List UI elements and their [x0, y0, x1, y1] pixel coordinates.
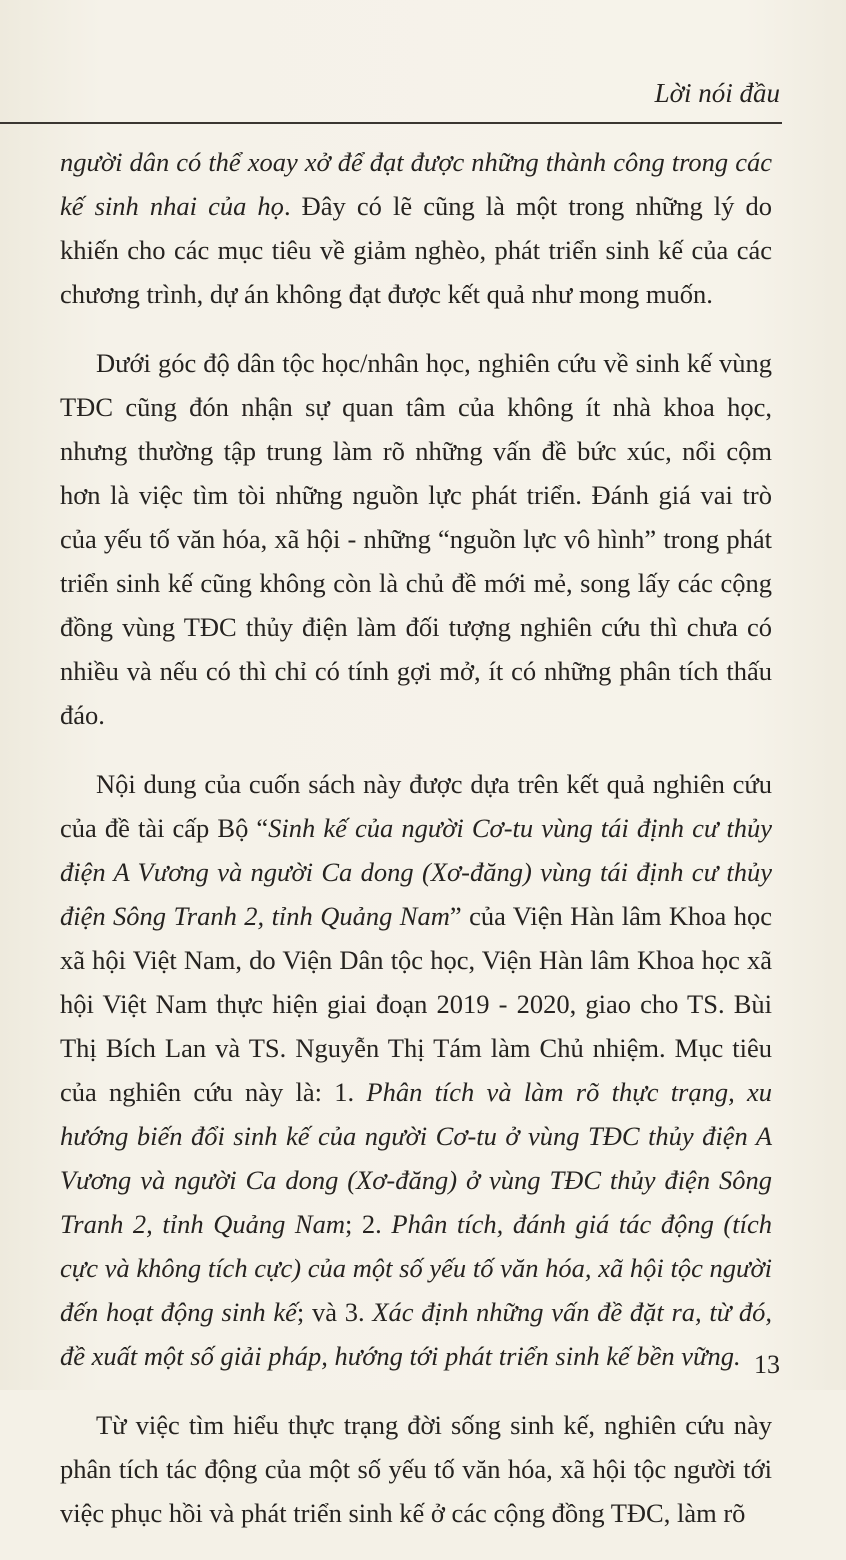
paragraph-2	[60, 341, 772, 737]
text-italic: người dân có thể xoay xở để đạt được những thành công trong các kế sinh nhai của họ	[60, 147, 772, 221]
running-header: Lời nói đầu	[654, 78, 780, 108]
text: ; 2.	[344, 1209, 392, 1239]
text-italic: Phân tích, đánh giá tác động (tích cực và không tích cực) của một số yếu tố văn hóa, xã hội tộc người đến hoạt động sinh kế	[60, 1209, 772, 1327]
paragraph-4	[60, 1403, 772, 1535]
text: Từ việc tìm hiểu thực trạng đời sống sinh kế, nghiên cứu này phân tích tác động của một số yếu tố văn hóa, xã hội tộc người tới việc phục hồi và phát triển sinh kế ở các cộng đồng TĐC, làm rõ	[60, 1410, 772, 1528]
text: Dưới góc độ dân tộc học/nhân học, nghiên cứu về sinh kế vùng TĐC cũng đón nhận sự quan tâm của không ít nhà khoa học, nhưng thường tập trung làm rõ những vấn đề bức xúc, nổi cộm hơn là việc tìm tòi những nguồn lực phát triển. Đánh giá vai trò của yếu tố văn hóa, xã hội - những “nguồn lực vô hình” trong phát triển sinh kế cũng không còn là chủ đề mới mẻ, song lấy các cộng đồng vùng TĐC thủy điện làm đối tượng nghiên cứu thì chưa có nhiều và nếu có thì chỉ có tính gợi mở, ít có những phân tích thấu đáo.	[60, 348, 772, 730]
text: ” của Viện Hàn lâm Khoa học xã hội Việt Nam, do Viện Dân tộc học, Viện Hàn lâm Khoa học xã hội Việt Nam thực hiện giai đoạn 2019 - 2020, giao cho TS. Bùi Thị Bích Lan và TS. Nguyễn Thị Tám làm Chủ nhiệm. Mục tiêu của nghiên cứu này là: 1.	[60, 901, 773, 1107]
text-italic: Sinh kế của người Cơ-tu vùng tái định cư thủy điện A Vương và người Ca dong (Xơ-đăng) vùng tái định cư thủy điện Sông Tranh 2, tỉnh Quảng Nam	[60, 813, 772, 931]
text: Nội dung của cuốn sách này được dựa trên kết quả nghiên cứu của đề tài cấp Bộ “	[60, 769, 772, 843]
text: ; và 3.	[296, 1297, 373, 1327]
text-italic: Phân tích và làm rõ thực trạng, xu hướng biến đổi sinh kế của người Cơ-tu ở vùng TĐC thủy điện A Vương và người Ca dong (Xơ-đăng) ở vùng TĐC thủy điện Sông Tranh 2, tỉnh Quảng Nam	[60, 1077, 773, 1239]
text-italic: Xác định những vấn đề đặt ra, từ đó, đề xuất một số giải pháp, hướng tới phát triển sinh kế bền vững.	[60, 1297, 773, 1371]
body-text	[60, 140, 772, 1560]
paragraph-1	[60, 140, 772, 316]
header-rule	[0, 122, 782, 124]
text: . Đây có lẽ cũng là một trong những lý do khiến cho các mục tiêu về giảm nghèo, phát triển sinh kế của các chương trình, dự án không đạt được kết quả như mong muốn.	[60, 191, 773, 309]
paragraph-3	[60, 762, 772, 1378]
page-number: 13	[754, 1350, 780, 1379]
